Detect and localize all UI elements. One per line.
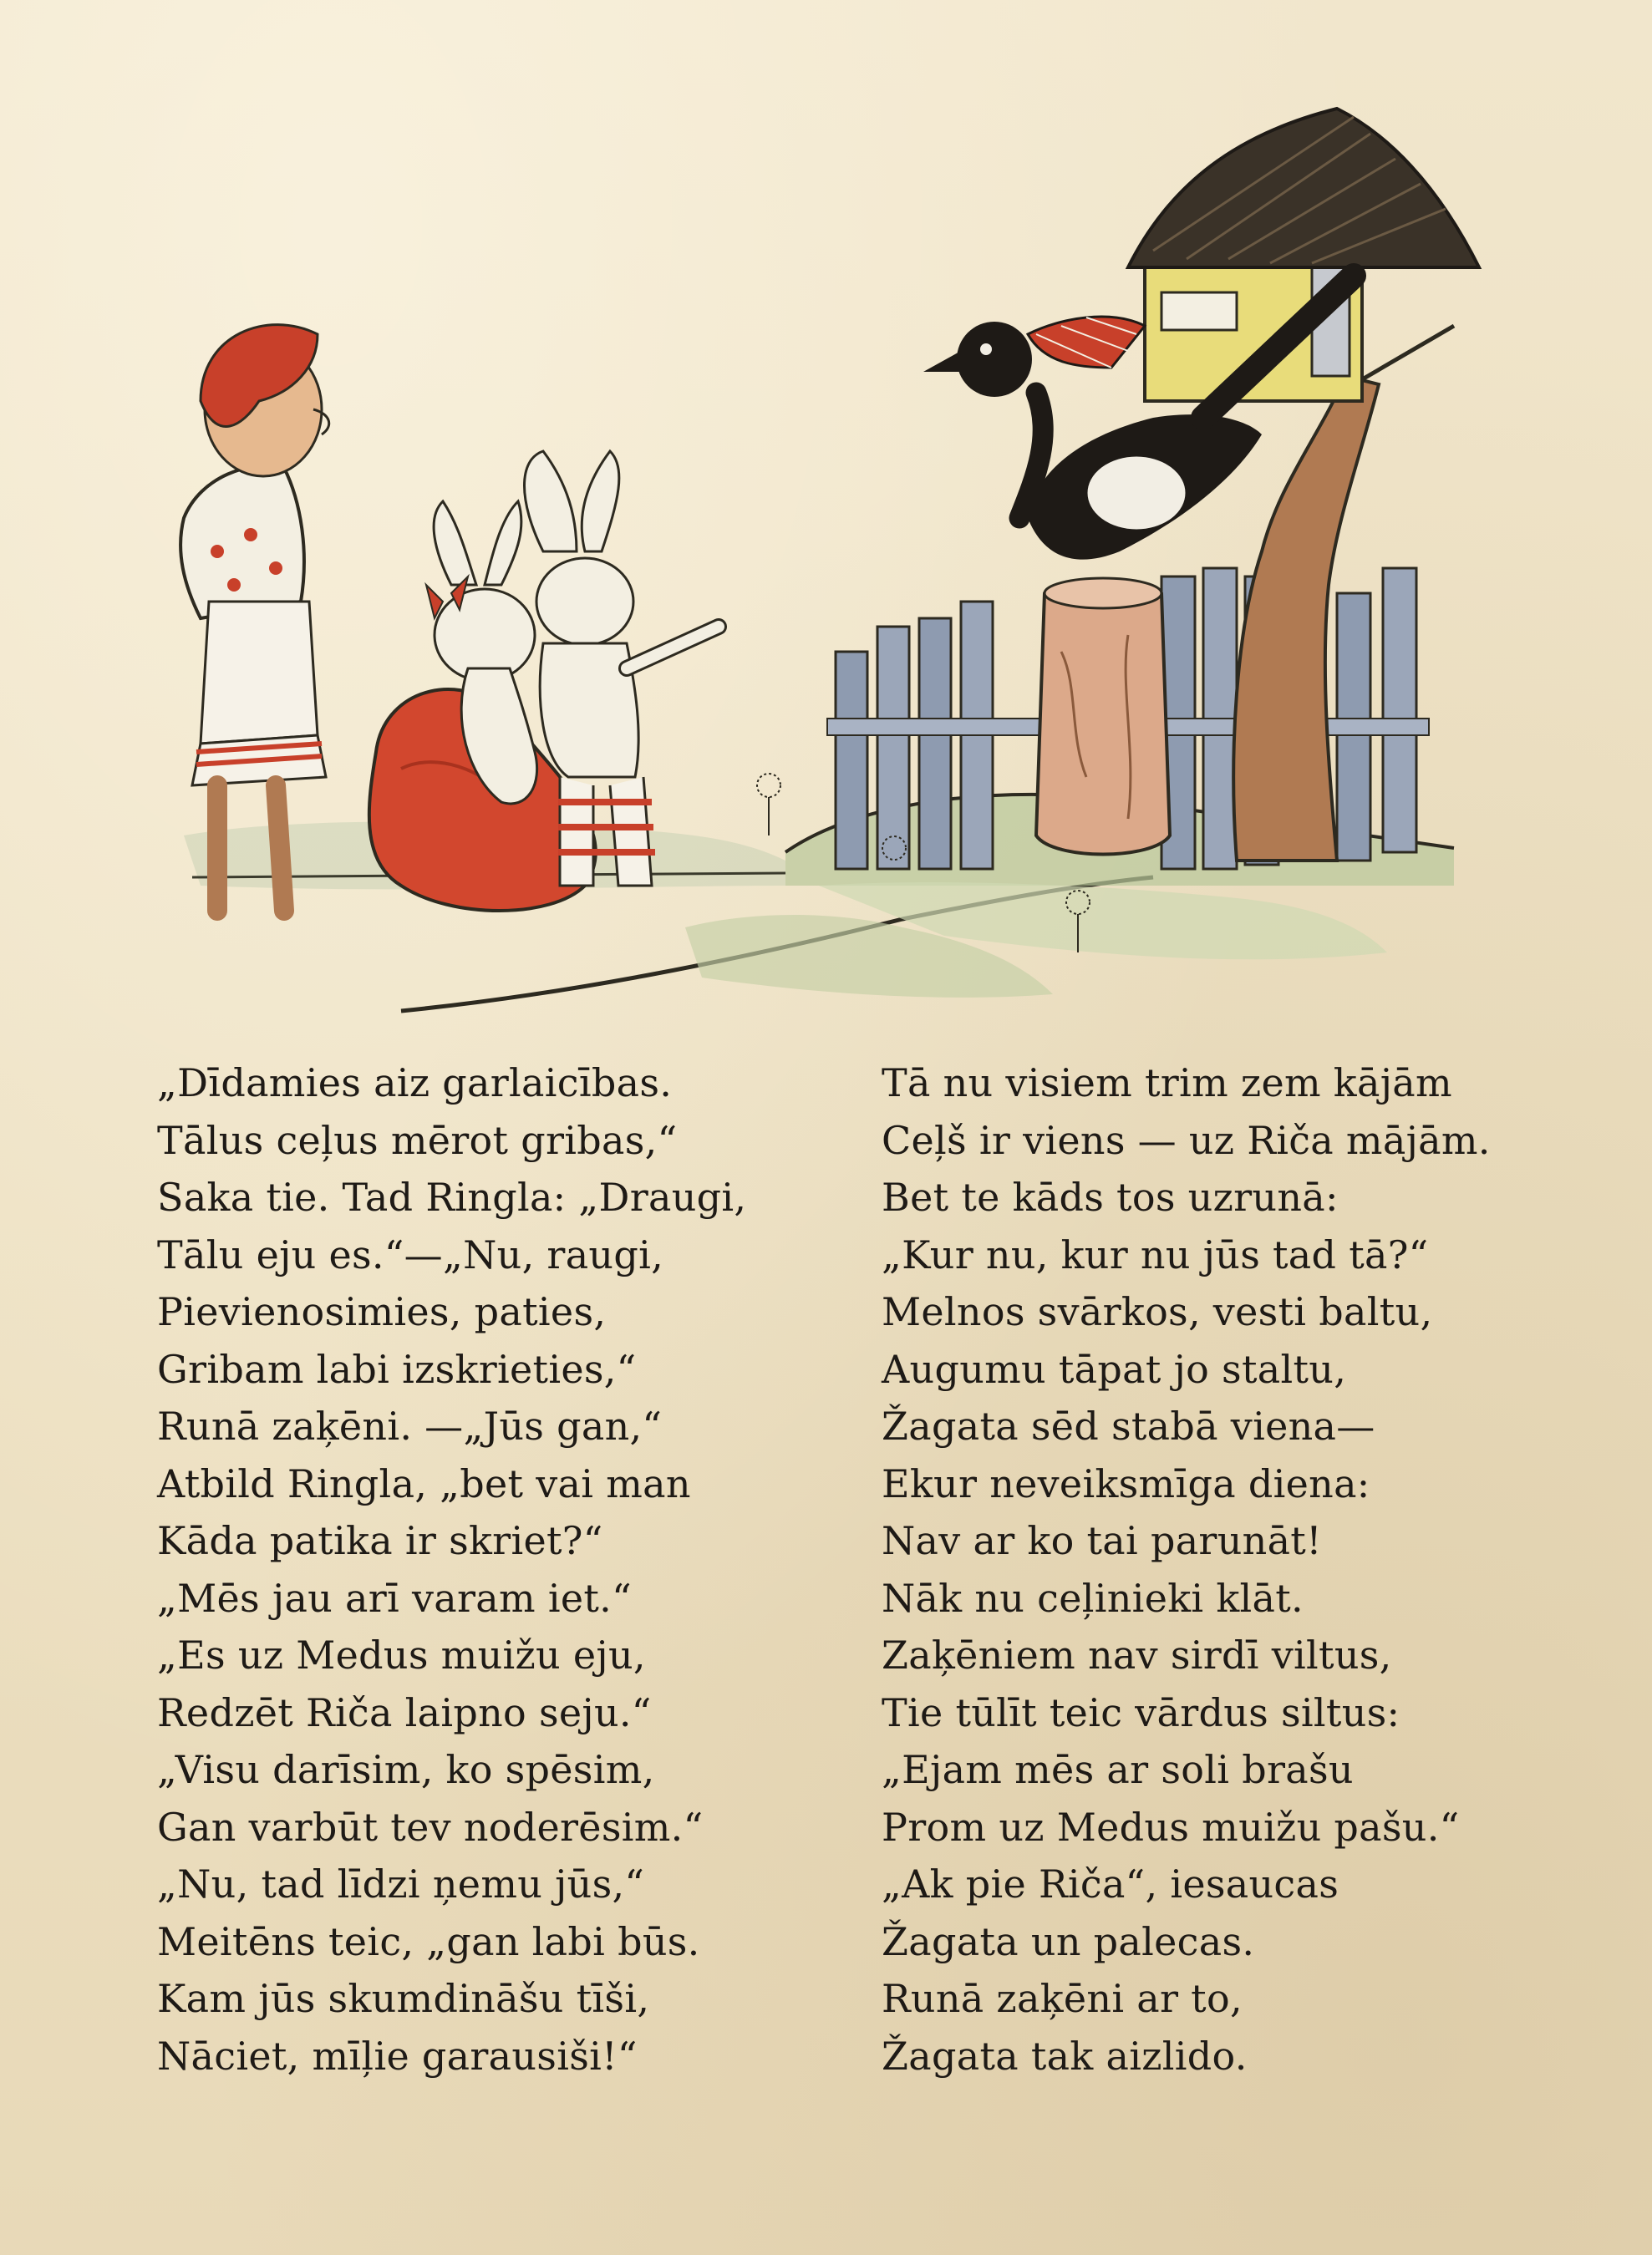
poem-line: Gribam labi izskrieties,“ [157,1346,637,1392]
poem-line: „Dīdamies aiz garlaicības. [157,1060,673,1105]
poem-line: Prom uz Medus muižu pašu.“ [882,1804,1460,1850]
poem-line: Nāk nu ceļinieki klāt. [882,1575,1304,1621]
poem-line: Runā zaķēni ar to, [882,1976,1243,2021]
girl-ringla [180,325,329,911]
poem-left-column [157,1054,859,2085]
poem-line: Melnos svārkos, vesti baltu, [882,1289,1433,1334]
poem-line: Kāda patika ir skriet?“ [157,1518,603,1563]
poem-line: Žagata sēd stabā viena— [882,1404,1375,1449]
poem-line: Tā nu visiem trim zem kājām [882,1060,1452,1105]
poem-line: „Mēs jau arī varam iet.“ [157,1575,632,1621]
birdhouse [1128,109,1479,401]
poem-line: Zaķēniem nav sirdī viltus, [882,1633,1392,1678]
poem-right-column [882,1054,1583,2085]
poem-line: Runā zaķēni. —„Jūs gan,“ [157,1404,663,1449]
poem-line: Tie tūlīt teic vārdus siltus: [882,1689,1400,1735]
poem-line: „Kur nu, kur nu jūs tad tā?“ [882,1232,1429,1277]
tree-stump [1036,578,1170,855]
poem-line: Žagata tak aizlido. [882,2033,1248,2079]
poem-line: Gan varbūt tev noderēsim.“ [157,1804,704,1850]
poem-line: „Ejam mēs ar soli brašu [882,1747,1354,1792]
poem-line: Meitēns teic, „gan labi būs. [157,1918,700,1964]
poem-line: Tālus ceļus mērot gribas,“ [157,1117,678,1163]
poem-line: Redzēt Riča laipno seju.“ [157,1689,652,1735]
poem-line: Augumu tāpat jo staltu, [882,1346,1347,1392]
poem-line: Saka tie. Tad Ringla: „Draugi, [157,1175,747,1220]
poem-line: Pievienosimies, paties, [157,1289,607,1334]
poem-line: Nāciet, mīļie garausiši!“ [157,2033,638,2079]
poem-line: Žagata un palecas. [882,1918,1255,1964]
poem-line: Bet te kāds tos uzrunā: [882,1175,1339,1220]
poem-line: Nav ar ko tai parunāt! [882,1518,1322,1563]
poem-line: Tālu eju es.“—„Nu, raugi, [157,1232,664,1277]
poem-line: Atbild Ringla, „bet vai man [157,1460,691,1506]
poem-line: Ekur neveiksmīga diena: [882,1460,1370,1506]
poem-line: „Nu, tad līdzi ņemu jūs,“ [157,1861,645,1907]
poem-line: Kam jūs skumdināšu tīši, [157,1976,650,2021]
poem-line: Ceļš ir viens — uz Riča mājām. [882,1117,1491,1163]
poem-line: „Es uz Medus muižu eju, [157,1633,646,1678]
girl-with-two-hares-and-magpie-illustration [150,84,1504,1044]
poem-line: „Visu darīsim, ko spēsim, [157,1747,655,1792]
poem-line: „Ak pie Riča“, iesaucas [882,1861,1339,1907]
